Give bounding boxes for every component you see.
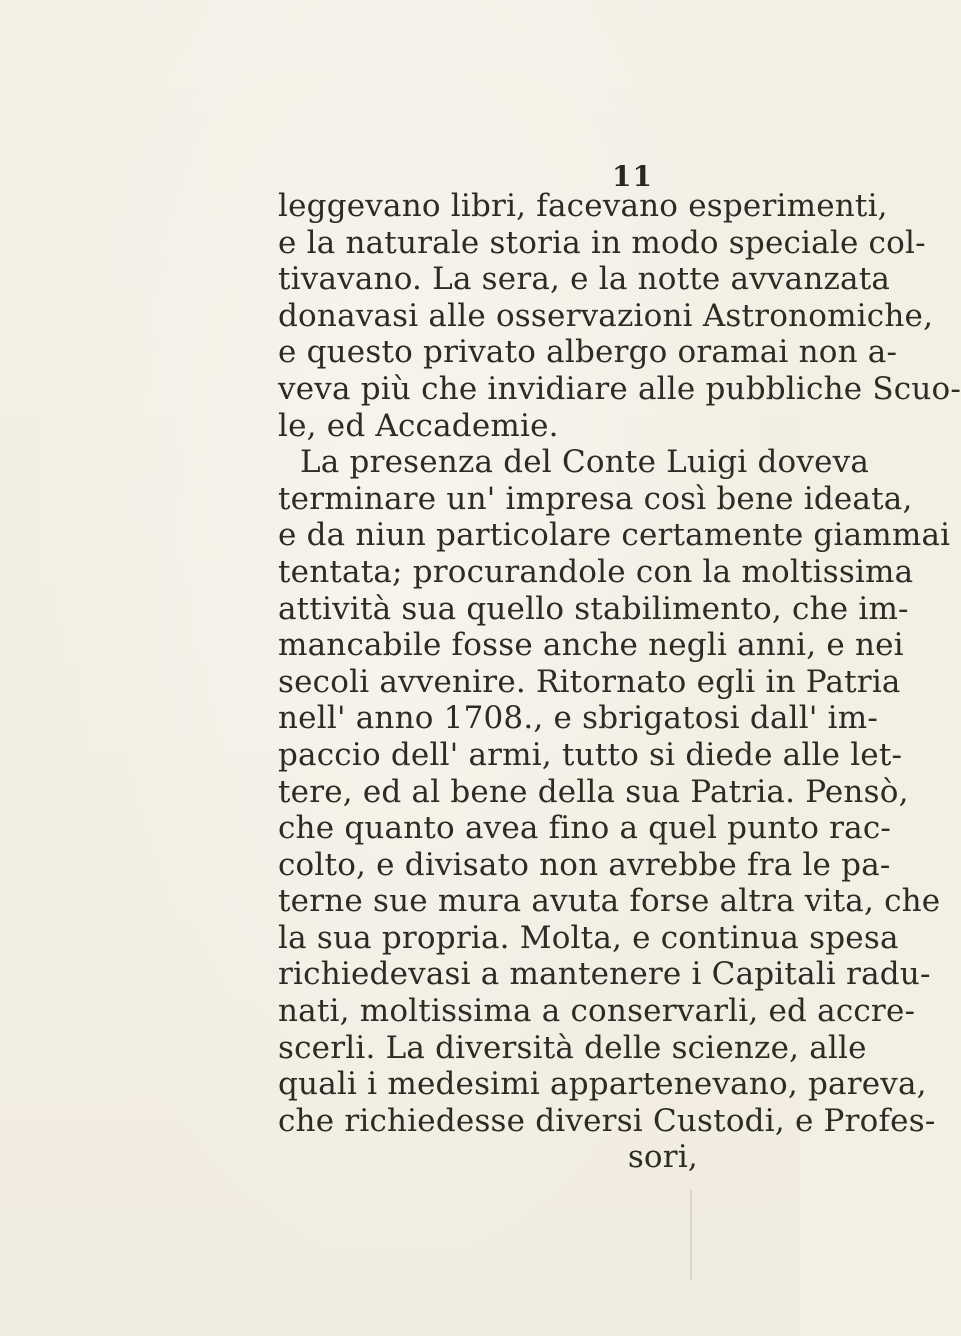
text-line: veva più che invidiare alle pubbliche Scuo-	[278, 370, 961, 407]
catchword: sori,	[627, 1139, 698, 1176]
text-line: leggevano libri, facevano esperimenti,	[278, 188, 888, 224]
text-line: quali i medesimi appartenevano, pareva,	[278, 1066, 927, 1103]
text-line: la sua propria. Molta, e continua spesa	[278, 919, 899, 956]
text-line: terminare un' impresa così bene ideata,	[278, 480, 913, 517]
text-line: colto, e divisato non avrebbe fra le pa-	[278, 846, 891, 883]
text-line: secoli avvenire. Ritornato egli in Patria	[278, 663, 901, 700]
text-line: mancabile fosse anche negli anni, e nei	[278, 627, 904, 664]
text-line: richiedevasi a mantenere i Capitali radu-	[278, 956, 931, 993]
text-line: scerli. La diversità delle scienze, alle	[278, 1029, 867, 1066]
text-line: tivavano. La sera, e la notte avvanzata	[278, 261, 891, 298]
text-line: tere, ed al bene della sua Patria. Pensò,	[278, 773, 909, 810]
text-line: nati, moltissima a conservarli, ed accre-	[278, 993, 916, 1030]
paragraph-start-line: La presenza del Conte Luigi doveva	[300, 444, 870, 481]
text-line: le, ed Accademie.	[278, 407, 559, 444]
text-line: che quanto avea fino a quel punto rac-	[278, 810, 892, 847]
paper-mark	[690, 1190, 692, 1280]
text-line: e questo privato albergo oramai non a-	[278, 334, 898, 371]
page-number: 11	[612, 160, 653, 193]
text-line: e da niun particolare certamente giammai	[278, 517, 951, 554]
text-line: che richiedesse diversi Custodi, e Profes-	[278, 1102, 936, 1139]
text-line: terne sue mura avuta forse altra vita, che	[278, 883, 941, 920]
text-line: tentata; procurandole con la moltissima	[278, 553, 914, 590]
body-text	[278, 188, 961, 1176]
text-line: attività sua quello stabilimento, che im-	[278, 590, 909, 627]
text-line: e la naturale storia in modo speciale col-	[278, 224, 926, 261]
text-line: paccio dell' armi, tutto si diede alle let-	[278, 736, 903, 773]
text-line: nell' anno 1708., e sbrigatosi dall' im-	[278, 700, 879, 737]
text-line: donavasi alle osservazioni Astronomiche,	[278, 297, 934, 334]
